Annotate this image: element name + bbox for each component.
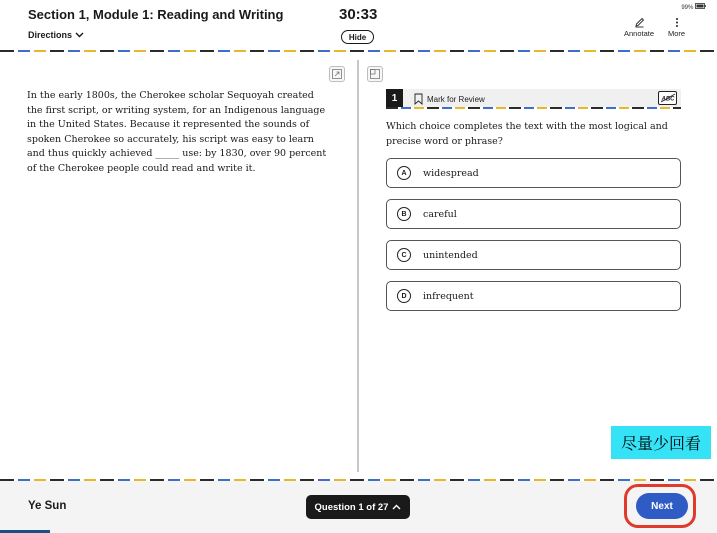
abc-text: ABC: [661, 96, 674, 103]
expand-passage-button[interactable]: [329, 66, 345, 82]
choice-text: infrequent: [423, 290, 474, 302]
passage-text: In the early 1800s, the Cherokee scholar Sequoyah created the first script, or writing system, for an Indigenous language in the United States. Because it represented the sounds of spoken Cherokee so accurately, his script was easy to learn and thus quickly achieved _____ use: by 1830, over 90 percent of the Cherokee people could read and write it.: [27, 90, 327, 174]
choice-text: careful: [423, 208, 457, 220]
collapse-icon: [370, 69, 380, 79]
battery-status: [681, 3, 706, 11]
question-header-divider: [386, 107, 681, 109]
question-navigator-button[interactable]: [306, 495, 410, 519]
expand-question-button[interactable]: [367, 66, 383, 82]
choice-text: widespread: [423, 167, 479, 179]
more-button[interactable]: [668, 15, 685, 38]
choice-d[interactable]: [386, 281, 681, 311]
overlay-note: 尽量少回看: [611, 426, 711, 459]
expand-icon: [332, 69, 342, 79]
battery-icon: [695, 3, 706, 9]
more-vertical-icon: [675, 15, 679, 29]
chevron-down-icon: [75, 30, 84, 40]
top-bar: [0, 0, 717, 50]
choice-a[interactable]: [386, 158, 681, 188]
choice-letter: A: [397, 166, 411, 180]
battery-percent: 99%: [681, 5, 694, 11]
mark-for-review-label: Mark for Review: [427, 94, 485, 104]
pane-divider[interactable]: [357, 60, 359, 472]
pencil-icon: [634, 15, 645, 29]
header-divider: [0, 50, 717, 52]
question-number: 1: [386, 89, 403, 107]
answer-eliminator-button[interactable]: [658, 91, 677, 105]
bottom-bar: [0, 481, 717, 533]
choice-b[interactable]: [386, 199, 681, 229]
chevron-up-icon: [392, 504, 401, 510]
bookmark-icon: [414, 93, 423, 105]
user-name: Ye Sun: [28, 500, 67, 512]
more-label: More: [668, 29, 686, 38]
choice-letter: C: [397, 248, 411, 262]
directions-button[interactable]: [28, 30, 84, 40]
choice-text: unintended: [423, 249, 478, 261]
question-nav-label: Question 1 of 27: [314, 501, 389, 513]
question-prompt: Which choice completes the text with the most logical and precise word or phrase?: [386, 121, 668, 147]
timer: 30:33: [339, 6, 378, 23]
annotate-label: Annotate: [624, 29, 655, 38]
mark-for-review-button[interactable]: [414, 93, 485, 105]
annotate-button[interactable]: [624, 15, 654, 38]
hide-timer-button[interactable]: Hide: [341, 30, 374, 44]
choice-c[interactable]: [386, 240, 681, 270]
section-title: Section 1, Module 1: Reading and Writing: [28, 7, 284, 22]
question-header: [386, 89, 681, 107]
choice-letter: B: [397, 207, 411, 221]
strikethrough-abc-icon: [660, 93, 676, 103]
choice-letter: D: [397, 289, 411, 303]
next-button[interactable]: Next: [636, 493, 688, 519]
directions-label: Directions: [28, 30, 73, 40]
